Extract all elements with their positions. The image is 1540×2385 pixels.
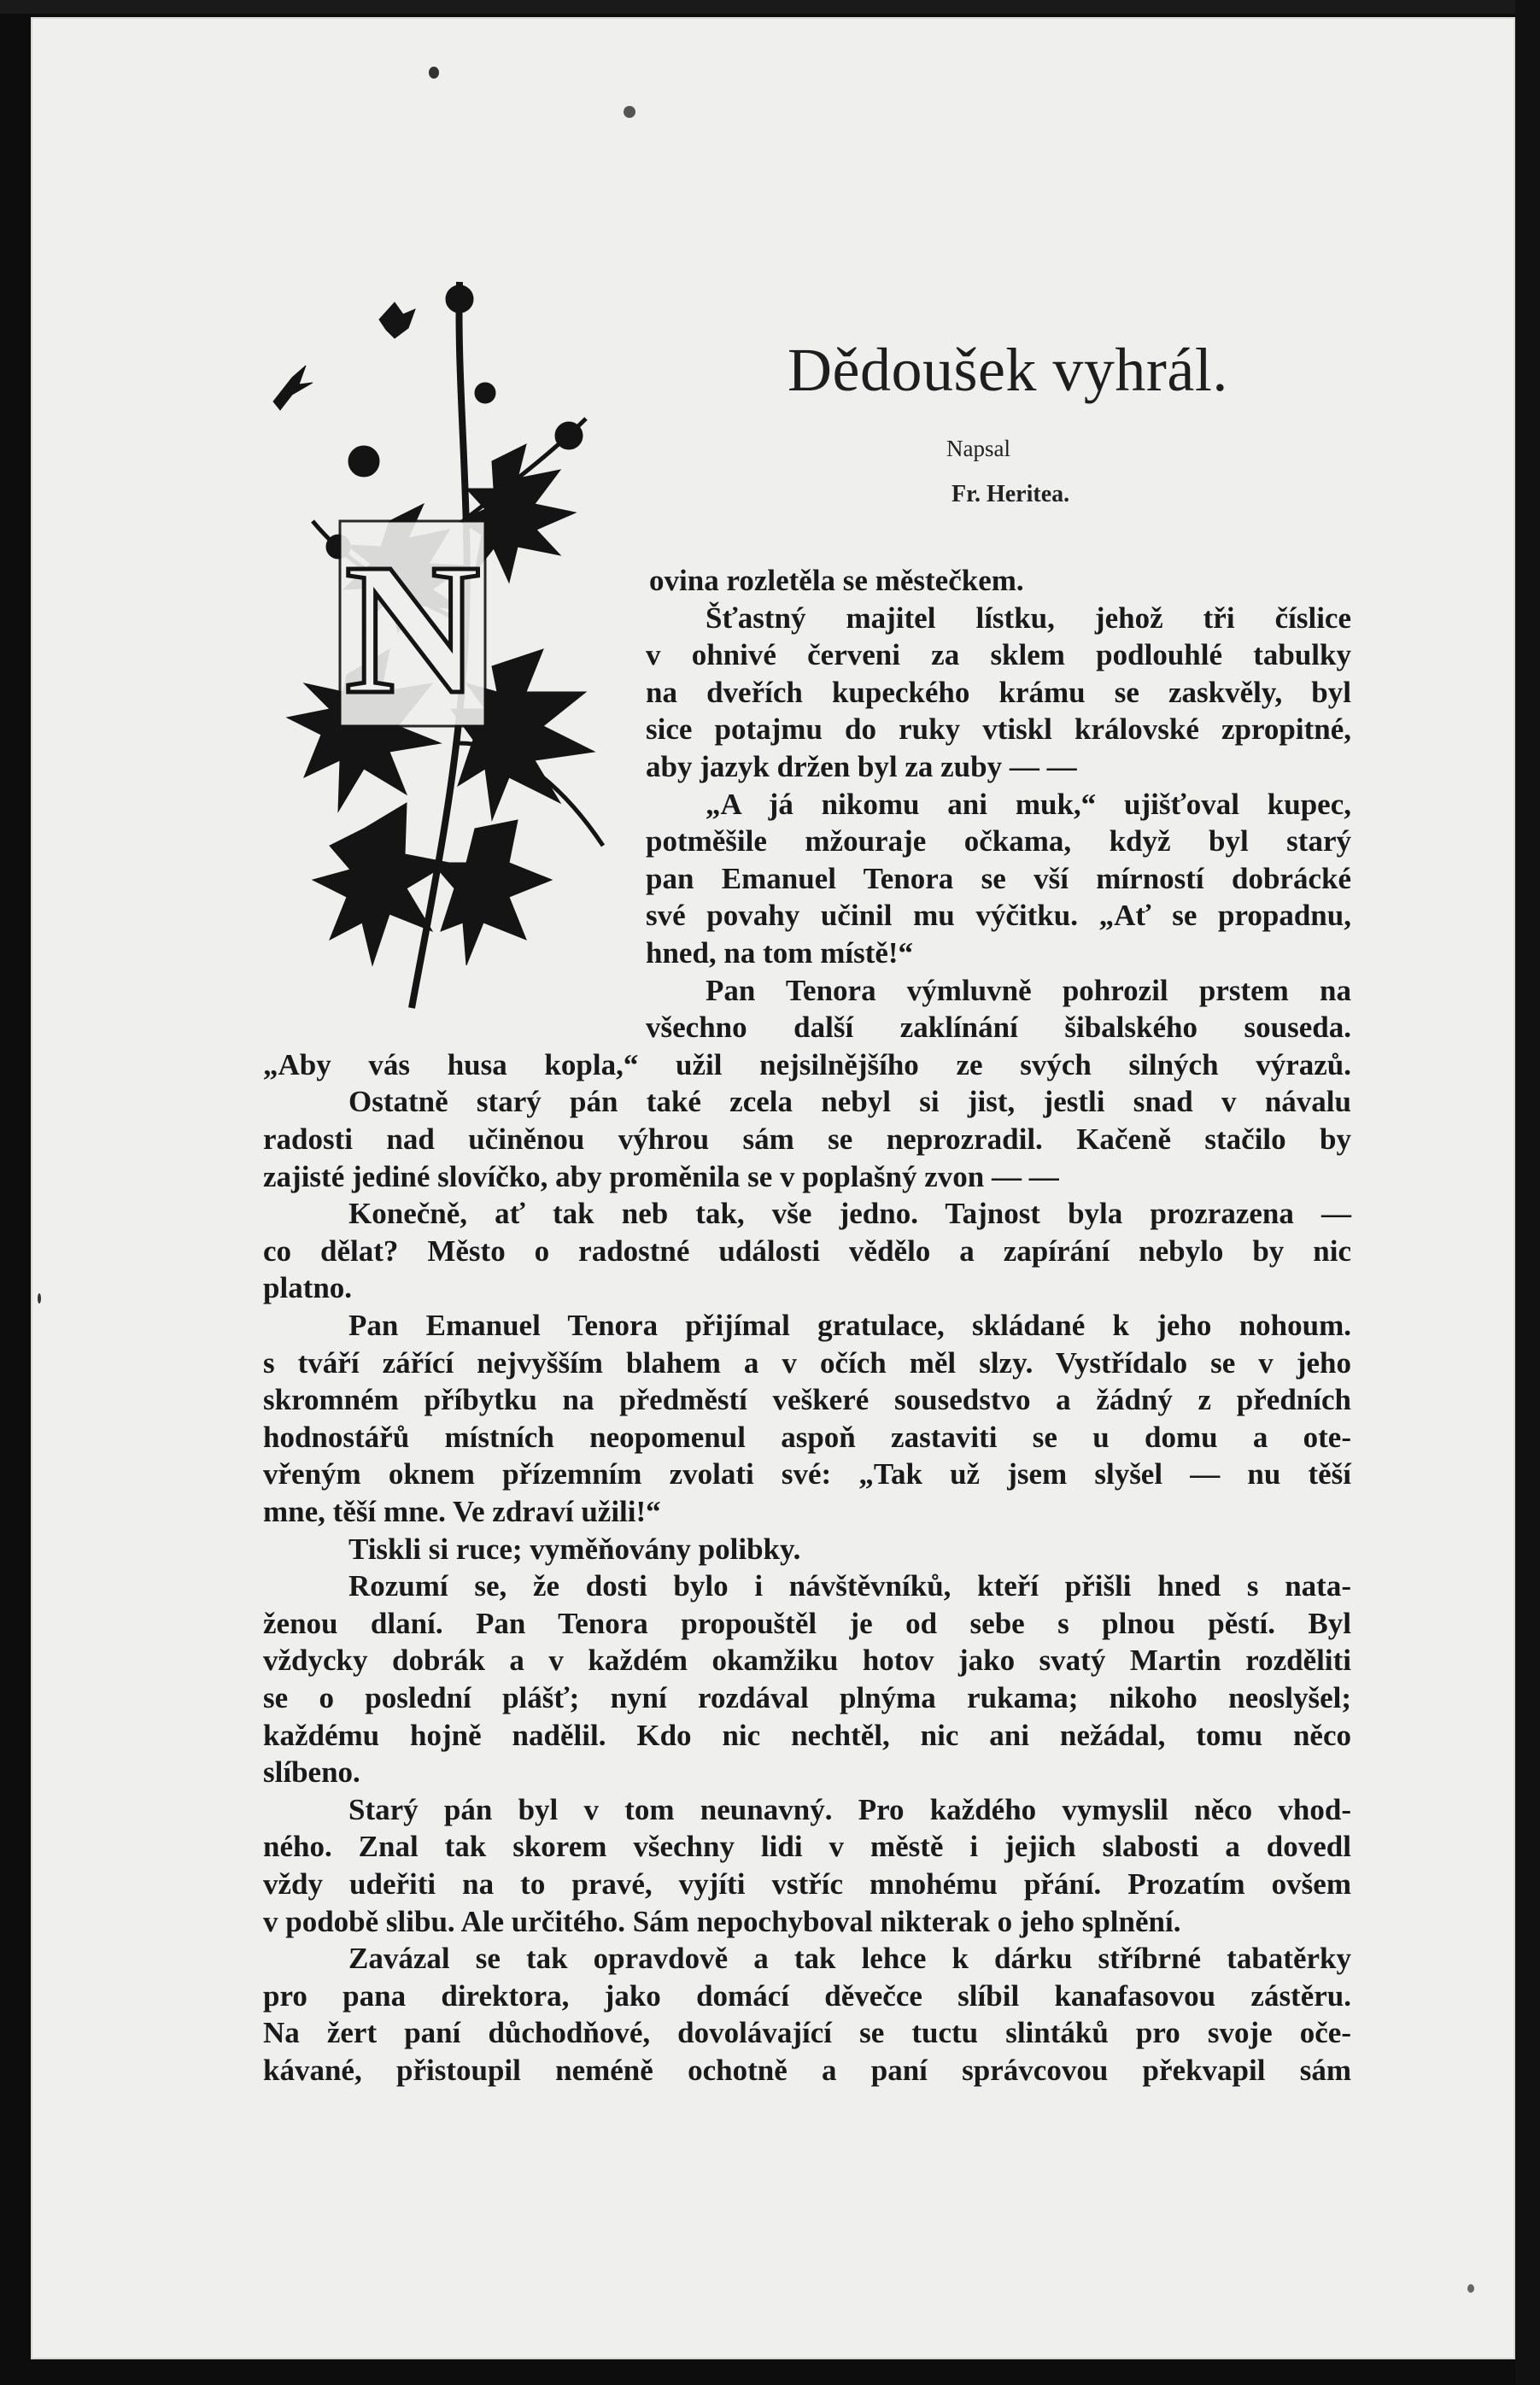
scan-top-border [0, 0, 1540, 14]
text-line: ného. Znal tak skorem všechny lidi v městě i jejich slabosti a dovedl [263, 1830, 1351, 1863]
text-line: vždycky dobrák a v každém okamžiku hotov jako svatý Martin rozděliti [263, 1644, 1351, 1677]
text-line: Na žert paní důchodňové, dovolávající se tuctu slintáků pro svoje oče- [263, 2016, 1351, 2049]
text-line: Tiskli si ruce; vyměňovány polibky. [348, 1532, 801, 1566]
ink-speck [38, 1293, 41, 1304]
text-line: kávané, přistoupil neméně ochotně a paní správcovou překvapil sám [263, 2054, 1351, 2087]
text-line: se o poslední plášť; nyní rozdával plnýma rukama; nikoho neoslyšel; [263, 1681, 1351, 1714]
text-line: v podobě slibu. Ale určitého. Sám nepochyboval nikterak o jeho splnění. [263, 1905, 1181, 1938]
text-line: mne, těší mne. Ve zdraví užili!“ [263, 1495, 661, 1528]
text-line: platno. [263, 1271, 353, 1304]
text-line: pan Emanuel Tenora se vší mírností dobrácké [646, 862, 1351, 895]
text-line: Pan Emanuel Tenora přijímal gratulace, skládané k jeho nohoum. [348, 1309, 1351, 1342]
text-line: vždy udeřiti na to pravé, vyjíti vstříc mnohému přání. Prozatím ovšem [263, 1867, 1351, 1901]
text-line: Šťastný majitel lístku, jehož tři číslice [706, 601, 1351, 635]
text-line: v ohnivé červeni za sklem podlouhlé tabulky [646, 638, 1351, 671]
text-line: s tváří zářící nejvyšším blahem a v očích měl slzy. Vystřídalo se v jeho [263, 1346, 1351, 1380]
ink-speck [1467, 2284, 1474, 2293]
text-line: Zavázal se tak opravdově a tak lehce k dárku stříbrné tabatěrky [348, 1942, 1351, 1975]
text-line: hodnostářů místních neopomenul aspoň zastaviti se u domu a ote- [263, 1421, 1351, 1454]
article-title: Dědoušek vyhrál. [788, 336, 1228, 404]
text-line: na dveřích kupeckého krámu se zaskvěly, byl [646, 676, 1351, 709]
text-line: potměšile mžouraje očkama, když byl starý [646, 824, 1351, 858]
ink-speck [624, 106, 635, 118]
text-line: pro pana direktora, jako domácí děvečce slíbil kanafasovou zástěru. [263, 1979, 1351, 2013]
byline-label: Napsal [946, 436, 1010, 461]
text-line: Pan Tenora výmluvně pohrozil prstem na [706, 974, 1351, 1007]
butterfly-icon [273, 366, 313, 410]
byline-author: Fr. Heritea. [952, 481, 1070, 507]
text-line: hned, na tom místě!“ [646, 936, 914, 970]
text-line: sice potajmu do ruky vtiskl královské zpropitné, [646, 712, 1351, 746]
text-line: aby jazyk držen byl za zuby — — [646, 750, 1077, 783]
drop-cap-letter: N [344, 524, 481, 733]
scan-right-border [1515, 0, 1540, 2385]
text-line: slíbeno. [263, 1755, 360, 1789]
text-line: Starý pán byl v tom neunavný. Pro každého vymyslil něco vhod- [348, 1793, 1351, 1826]
thistle-dropcap-ornament [261, 265, 634, 1034]
text-line: co dělat? Město o radostné události vědělo a zapírání nebylo by nic [263, 1234, 1351, 1268]
text-line: Ostatně starý pán také zcela nebyl si jist, jestli snad v návalu [348, 1085, 1351, 1118]
text-line: skromném příbytku na předměstí veškeré sousedstvo a žádný z předních [263, 1383, 1351, 1416]
text-line: radosti nad učiněnou výhrou sám se neprozradil. Kačeně stačilo by [263, 1122, 1351, 1156]
text-line: své povahy učinil mu výčitku. „Ať se propadnu, [646, 899, 1351, 932]
text-line: ovina rozletěla se městečkem. [649, 564, 1024, 597]
text-line: zajisté jediné slovíčko, aby proměnila se v poplašný zvon — — [263, 1160, 1059, 1193]
text-line: Rozumí se, že dosti bylo i návštěvníků, kteří přišli hned s nata- [348, 1569, 1351, 1603]
text-line: vřeným oknem přízemním zvolati své: „Tak už jsem slyšel — nu těší [263, 1457, 1351, 1491]
text-line: všechno další zaklínání šibalského souseda. [646, 1011, 1351, 1044]
text-line: „Aby vás husa kopla,“ užil nejsilnějšího ze svých silných výrazů. [263, 1048, 1351, 1081]
ink-speck [429, 67, 439, 79]
text-line: Konečně, ať tak neb tak, vše jedno. Tajnost byla prozrazena — [348, 1197, 1351, 1230]
text-line: „A já nikomu ani muk,“ ujišťoval kupec, [706, 788, 1351, 821]
text-line: každému hojně nadělil. Kdo nic nechtěl, nic ani nežádal, tomu něco [263, 1719, 1351, 1752]
butterfly-icon [379, 302, 415, 338]
text-line: ženou dlaní. Pan Tenora propouštěl je od sebe s plnou pěstí. Byl [263, 1607, 1351, 1640]
